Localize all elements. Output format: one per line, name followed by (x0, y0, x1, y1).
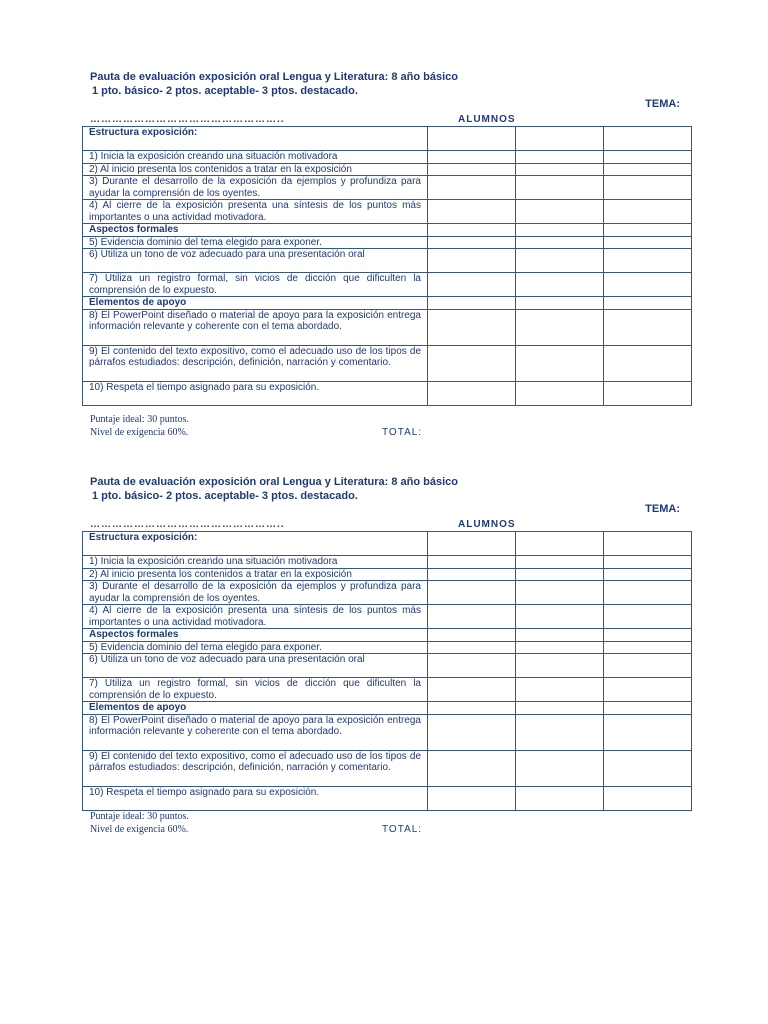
student-score-cell[interactable] (604, 381, 692, 405)
student-score-cell[interactable] (516, 309, 604, 345)
tema-row (82, 98, 688, 112)
table-row (83, 273, 692, 297)
student-score-cell[interactable] (604, 249, 692, 273)
student-score-cell[interactable] (604, 702, 692, 715)
student-score-cell[interactable] (428, 151, 516, 164)
student-score-cell[interactable] (516, 556, 604, 569)
student-score-cell[interactable] (604, 750, 692, 786)
table-row (83, 151, 692, 164)
table-row (83, 641, 692, 654)
student-score-cell[interactable] (604, 273, 692, 297)
student-score-cell[interactable] (428, 176, 516, 200)
student-score-cell[interactable] (604, 678, 692, 702)
student-score-cell[interactable] (428, 309, 516, 345)
student-score-cell[interactable] (604, 151, 692, 164)
table-row (83, 176, 692, 200)
student-score-cell[interactable] (428, 200, 516, 224)
criterion-cell: 9) El contenido del texto expositivo, como el adecuado uso de los tipos de párrafos estudiados: descripción, definición, narración y comentario. (83, 750, 428, 786)
table-row (83, 163, 692, 176)
alumnos-label: ALUMNOS (458, 519, 516, 530)
table-row (83, 786, 692, 810)
tema-label: TEMA: (645, 503, 680, 515)
student-score-cell[interactable] (604, 654, 692, 678)
table-row (83, 236, 692, 249)
student-score-cell[interactable] (516, 249, 604, 273)
student-score-cell[interactable] (604, 786, 692, 810)
student-score-cell[interactable] (604, 224, 692, 237)
tema-label: TEMA: (645, 98, 680, 110)
student-score-cell[interactable] (604, 641, 692, 654)
criterion-cell: 5) Evidencia dominio del tema elegido para exponer. (83, 236, 428, 249)
criterion-cell: 4) Al cierre de la exposición presenta una síntesis de los puntos más importantes o una actividad motivadora. (83, 200, 428, 224)
rubric-sheet-1 (82, 70, 688, 442)
alumnos-label: ALUMNOS (458, 114, 516, 125)
criterion-cell: 2) Al inicio presenta los contenidos a tratar en la exposición (83, 163, 428, 176)
student-score-cell[interactable] (516, 641, 604, 654)
section-heading: Estructura exposición: (83, 127, 428, 151)
criterion-cell: 1) Inicia la exposición creando una situación motivadora (83, 556, 428, 569)
total-label: TOTAL: (382, 823, 423, 835)
student-score-cell[interactable] (516, 786, 604, 810)
criterion-cell: 5) Evidencia dominio del tema elegido para exponer. (83, 641, 428, 654)
student-score-cell[interactable] (604, 297, 692, 310)
student-score-cell[interactable] (604, 629, 692, 642)
student-score-cell[interactable] (604, 605, 692, 629)
criterion-cell: 3) Durante el desarrollo de la exposición da ejemplos y profundiza para ayudar la comprensión de los oyentes. (83, 581, 428, 605)
student-score-cell[interactable] (428, 702, 516, 715)
table-row (83, 200, 692, 224)
student-score-cell[interactable] (516, 163, 604, 176)
student-score-cell[interactable] (428, 224, 516, 237)
student-score-cell[interactable] (428, 629, 516, 642)
criterion-cell: 3) Durante el desarrollo de la exposición da ejemplos y profundiza para ayudar la comprensión de los oyentes. (83, 176, 428, 200)
tema-row (82, 503, 688, 517)
section-heading: Elementos de apoyo (83, 297, 428, 310)
student-score-cell[interactable] (516, 581, 604, 605)
table-row (83, 581, 692, 605)
rubric-title: Pauta de evaluación exposición oral Lengua y Literatura: 8 año básico (90, 71, 458, 83)
student-score-cell[interactable] (428, 786, 516, 810)
student-score-cell[interactable] (604, 568, 692, 581)
puntaje-ideal: Puntaje ideal: 30 puntos. (90, 810, 189, 822)
student-score-cell[interactable] (516, 532, 604, 556)
student-score-cell[interactable] (516, 236, 604, 249)
student-score-cell[interactable] (428, 249, 516, 273)
table-row (83, 532, 692, 556)
criterion-cell: 8) El PowerPoint diseñado o material de apoyo para la exposición entrega información relevante y coherente con el tema abordado. (83, 714, 428, 750)
student-score-cell[interactable] (516, 568, 604, 581)
student-score-cell[interactable] (428, 127, 516, 151)
section-heading: Elementos de apoyo (83, 702, 428, 715)
rubric-footer (82, 811, 688, 839)
student-score-cell[interactable] (604, 581, 692, 605)
student-score-cell[interactable] (428, 345, 516, 381)
student-score-cell[interactable] (428, 273, 516, 297)
student-score-cell[interactable] (516, 629, 604, 642)
student-score-cell[interactable] (604, 556, 692, 569)
student-score-cell[interactable] (428, 714, 516, 750)
student-score-cell[interactable] (604, 176, 692, 200)
table-row (83, 702, 692, 715)
section-heading: Aspectos formales (83, 224, 428, 237)
table-row (83, 678, 692, 702)
student-score-cell[interactable] (428, 556, 516, 569)
rubric-title: Pauta de evaluación exposición oral Lengua y Literatura: 8 año básico (90, 476, 458, 488)
section-heading: Aspectos formales (83, 629, 428, 642)
student-score-cell[interactable] (428, 236, 516, 249)
criterion-cell: 4) Al cierre de la exposición presenta una síntesis de los puntos más importantes o una actividad motivadora. (83, 605, 428, 629)
table-row (83, 249, 692, 273)
table-row (83, 629, 692, 642)
rubric-footer (82, 414, 688, 442)
nivel-exigencia: Nivel de exigencia 60%. (90, 426, 189, 438)
student-score-cell[interactable] (428, 163, 516, 176)
student-score-cell[interactable] (604, 714, 692, 750)
rubric-sheet-2 (82, 475, 688, 839)
student-score-cell[interactable] (516, 297, 604, 310)
criterion-cell: 9) El contenido del texto expositivo, como el adecuado uso de los tipos de párrafos estudiados: descripción, definición, narración y comentario. (83, 345, 428, 381)
table-row (83, 750, 692, 786)
student-score-cell[interactable] (604, 163, 692, 176)
student-score-cell[interactable] (428, 581, 516, 605)
student-score-cell[interactable] (604, 532, 692, 556)
table-row (83, 381, 692, 405)
student-score-cell[interactable] (428, 678, 516, 702)
student-score-cell[interactable] (516, 200, 604, 224)
student-score-cell[interactable] (604, 309, 692, 345)
table-row (83, 297, 692, 310)
student-score-cell[interactable] (604, 236, 692, 249)
table-row (83, 605, 692, 629)
name-blank-line: …………………………………………….. (90, 519, 285, 530)
criterion-cell: 10) Respeta el tiempo asignado para su exposición. (83, 786, 428, 810)
student-score-cell[interactable] (516, 127, 604, 151)
student-score-cell[interactable] (516, 381, 604, 405)
student-score-cell[interactable] (428, 297, 516, 310)
student-score-cell[interactable] (428, 381, 516, 405)
table-row (83, 345, 692, 381)
criterion-cell: 6) Utiliza un tono de voz adecuado para una presentación oral (83, 654, 428, 678)
student-score-cell[interactable] (428, 750, 516, 786)
rubric-table (82, 531, 692, 811)
name-blank-line: …………………………………………….. (90, 114, 285, 125)
student-score-cell[interactable] (428, 568, 516, 581)
table-row (83, 556, 692, 569)
student-score-cell[interactable] (516, 273, 604, 297)
total-label: TOTAL: (382, 426, 423, 438)
rubric-scale: 1 pto. básico- 2 ptos. aceptable- 3 ptos. destacado. (92, 85, 358, 97)
table-row (83, 224, 692, 237)
student-score-cell[interactable] (604, 345, 692, 381)
student-score-cell[interactable] (516, 714, 604, 750)
student-score-cell[interactable] (516, 345, 604, 381)
student-score-cell[interactable] (516, 678, 604, 702)
table-row (83, 654, 692, 678)
criterion-cell: 2) Al inicio presenta los contenidos a tratar en la exposición (83, 568, 428, 581)
alumnos-row (82, 112, 688, 126)
student-score-cell[interactable] (516, 702, 604, 715)
section-heading: Estructura exposición: (83, 532, 428, 556)
student-score-cell[interactable] (604, 127, 692, 151)
student-score-cell[interactable] (516, 750, 604, 786)
student-score-cell[interactable] (516, 151, 604, 164)
criterion-cell: 7) Utiliza un registro formal, sin vicios de dicción que dificulten la comprensión de lo expuesto. (83, 273, 428, 297)
criterion-cell: 6) Utiliza un tono de voz adecuado para una presentación oral (83, 249, 428, 273)
rubric-scale: 1 pto. básico- 2 ptos. aceptable- 3 ptos. destacado. (92, 490, 358, 502)
student-score-cell[interactable] (428, 605, 516, 629)
puntaje-ideal: Puntaje ideal: 30 puntos. (90, 413, 189, 425)
student-score-cell[interactable] (428, 532, 516, 556)
student-score-cell[interactable] (428, 641, 516, 654)
table-row (83, 714, 692, 750)
alumnos-row (82, 517, 688, 531)
table-row (83, 309, 692, 345)
nivel-exigencia: Nivel de exigencia 60%. (90, 823, 189, 835)
student-score-cell[interactable] (516, 224, 604, 237)
student-score-cell[interactable] (428, 654, 516, 678)
table-row (83, 568, 692, 581)
criterion-cell: 10) Respeta el tiempo asignado para su exposición. (83, 381, 428, 405)
student-score-cell[interactable] (516, 654, 604, 678)
criterion-cell: 1) Inicia la exposición creando una situación motivadora (83, 151, 428, 164)
table-row (83, 127, 692, 151)
student-score-cell[interactable] (516, 176, 604, 200)
rubric-table (82, 126, 692, 406)
student-score-cell[interactable] (516, 605, 604, 629)
criterion-cell: 8) El PowerPoint diseñado o material de apoyo para la exposición entrega información relevante y coherente con el tema abordado. (83, 309, 428, 345)
student-score-cell[interactable] (604, 200, 692, 224)
criterion-cell: 7) Utiliza un registro formal, sin vicios de dicción que dificulten la comprensión de lo expuesto. (83, 678, 428, 702)
